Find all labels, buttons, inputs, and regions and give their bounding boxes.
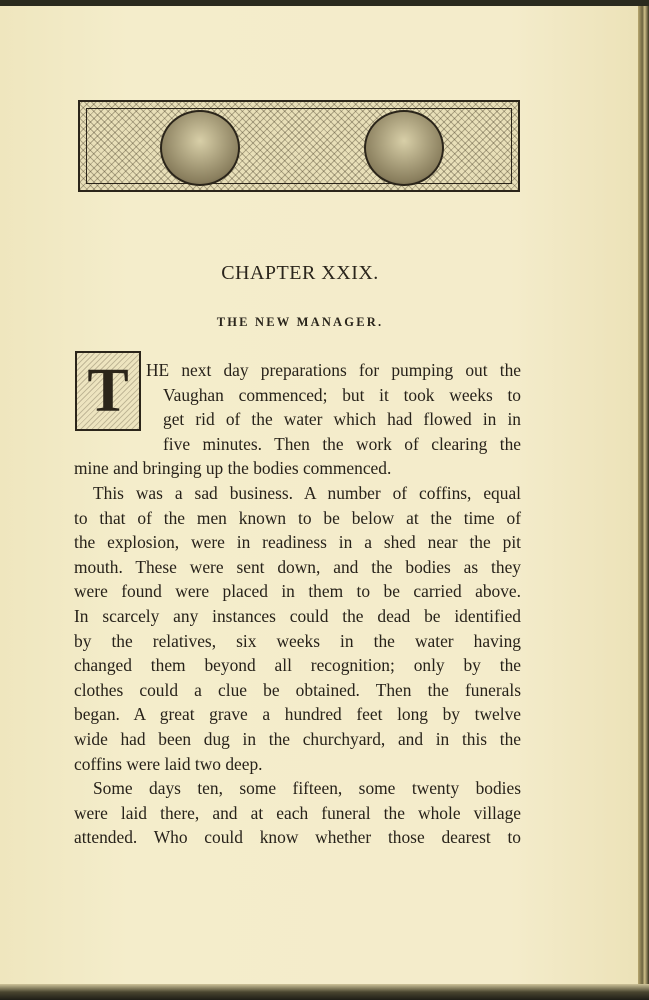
- text-line: This was a sad business. A number of coffins, equal: [93, 483, 521, 503]
- text-line: mouth. These were sent down, and the bodies as they: [74, 556, 521, 577]
- text-line: five minutes. Then the work of clearing the: [163, 433, 521, 454]
- text-line: began. A great grave a hundred feet long by twelve: [74, 704, 521, 725]
- text-line: were laid there, and at each funeral the whole village: [74, 802, 521, 823]
- chapter-subtitle: THE NEW MANAGER.: [216, 315, 384, 329]
- text-line: by the relatives, six weeks in the water having: [74, 630, 521, 651]
- text-line: changed them beyond all recognition; only by the: [74, 655, 521, 676]
- text-line: coffins were laid two deep.: [74, 753, 263, 774]
- book-edge-right: [638, 6, 649, 1000]
- text-line: mine and bringing up the bodies commenced.: [74, 458, 392, 479]
- ornament-border: [86, 108, 512, 184]
- text-line: clothes could a clue be obtained. Then the funerals: [74, 679, 521, 700]
- text-line: were found were placed in them to be carried above.: [74, 581, 521, 602]
- text-line: get rid of the water which had flowed in in: [163, 409, 521, 430]
- text-line: Vaughan commenced; but it took weeks to: [163, 384, 521, 405]
- text-line: to that of the men known to be below at the time of: [74, 507, 521, 528]
- text-line: wide had been dug in the churchyard, and in this the: [74, 729, 521, 749]
- header-ornament: [78, 100, 520, 192]
- text-line: In scarcely any instances could the dead be identified: [74, 606, 521, 626]
- watermill-vignette: [160, 110, 240, 186]
- drop-cap-initial: T: [75, 351, 141, 431]
- book-edge-bottom: [0, 984, 649, 1000]
- text-line: attended. Who could know whether those dearest to: [74, 827, 521, 848]
- text-line: HE next day preparations for pumping out the: [146, 360, 521, 380]
- text-line: Some days ten, some fifteen, some twenty bodies: [93, 778, 521, 799]
- text-line: the explosion, were in readiness in a shed near the pit: [74, 532, 521, 553]
- windmill-vignette: [364, 110, 444, 186]
- chapter-title: CHAPTER XXIX.: [221, 262, 379, 284]
